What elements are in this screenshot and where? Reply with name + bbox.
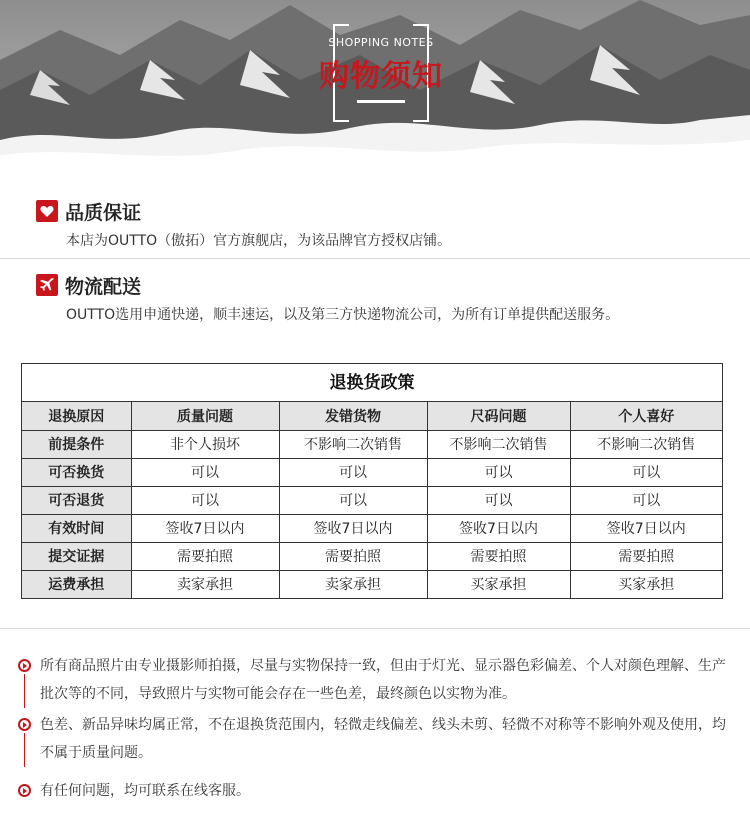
table-cell: 不影响二次销售 (427, 430, 570, 458)
table-row (22, 570, 722, 598)
row-label: 前提条件 (22, 430, 131, 458)
table-cell: 可以 (570, 486, 722, 514)
divider (0, 258, 750, 259)
section-title: 物流配送 (65, 275, 142, 298)
table-cell: 不影响二次销售 (570, 430, 722, 458)
table-header: 尺码问题 (427, 402, 570, 430)
table-cell: 可以 (279, 458, 427, 486)
row-label: 提交证据 (22, 542, 131, 570)
table-row (22, 514, 722, 542)
table-row (22, 430, 722, 458)
title-underline (357, 100, 405, 103)
list-item (18, 777, 730, 805)
table-cell: 买家承担 (427, 570, 570, 598)
return-policy-table (21, 363, 723, 599)
table-cell: 可以 (427, 486, 570, 514)
section-text: OUTTO选用申通快递，顺丰速运，以及第三方快递物流公司，为所有订单提供配送服务。 (66, 307, 620, 323)
table-cell: 买家承担 (570, 570, 722, 598)
table-cell: 卖家承担 (131, 570, 279, 598)
play-bullet-icon (18, 659, 31, 672)
table-cell: 签收7日以内 (427, 514, 570, 542)
note-text: 所有商品照片由专业摄影师拍摄，尽量与实物保持一致，但由于灯光、显示器色彩偏差、个人对颜色理解、生产批次等的不同，导致照片与实物可能会存在一些色差，最终颜色以实物为准。 (40, 658, 726, 702)
list-item (18, 652, 730, 708)
section-title: 品质保证 (65, 201, 142, 224)
title-english: SHOPPING NOTES (328, 36, 434, 49)
table-cell: 可以 (131, 486, 279, 514)
table-cell: 卖家承担 (279, 570, 427, 598)
policy-title: 退换货政策 (22, 364, 722, 402)
quality-section (36, 198, 451, 250)
table-cell: 可以 (427, 458, 570, 486)
notes-list (18, 652, 730, 805)
table-header: 发错货物 (279, 402, 427, 430)
note-text: 色差、新品异味均属正常，不在退换货范围内，轻微走线偏差、线头未剪、轻微不对称等不影响外观及使用，均不属于质量问题。 (40, 717, 726, 761)
table-cell: 非个人损坏 (131, 430, 279, 458)
row-label: 运费承担 (22, 570, 131, 598)
table-cell: 可以 (131, 458, 279, 486)
table-cell: 需要拍照 (570, 542, 722, 570)
table-row (22, 458, 722, 486)
row-label: 可否换货 (22, 458, 131, 486)
play-bullet-icon (18, 784, 31, 797)
table-header: 退换原因 (22, 402, 131, 430)
table-cell: 可以 (279, 486, 427, 514)
header-banner (0, 0, 750, 180)
page-title: 购物须知 (319, 59, 443, 94)
table-cell: 需要拍照 (131, 542, 279, 570)
table-cell: 签收7日以内 (570, 514, 722, 542)
row-label: 可否退货 (22, 486, 131, 514)
logistics-section (36, 272, 619, 324)
heart-icon (36, 200, 58, 222)
table-header-row (22, 402, 722, 430)
note-text: 有任何问题，均可联系在线客服。 (40, 783, 250, 799)
list-item (18, 711, 730, 767)
section-text: 本店为OUTTO（傲拓）官方旗舰店，为该品牌官方授权店铺。 (66, 233, 452, 249)
table-row (22, 486, 722, 514)
table-cell: 需要拍照 (279, 542, 427, 570)
play-bullet-icon (18, 718, 31, 731)
plane-icon (36, 274, 58, 296)
table-cell: 不影响二次销售 (279, 430, 427, 458)
divider (0, 628, 750, 629)
table-cell: 签收7日以内 (131, 514, 279, 542)
table-cell: 需要拍照 (427, 542, 570, 570)
table-header: 质量问题 (131, 402, 279, 430)
table-header: 个人喜好 (570, 402, 722, 430)
table-cell: 签收7日以内 (279, 514, 427, 542)
table-cell: 可以 (570, 458, 722, 486)
table-row (22, 542, 722, 570)
row-label: 有效时间 (22, 514, 131, 542)
